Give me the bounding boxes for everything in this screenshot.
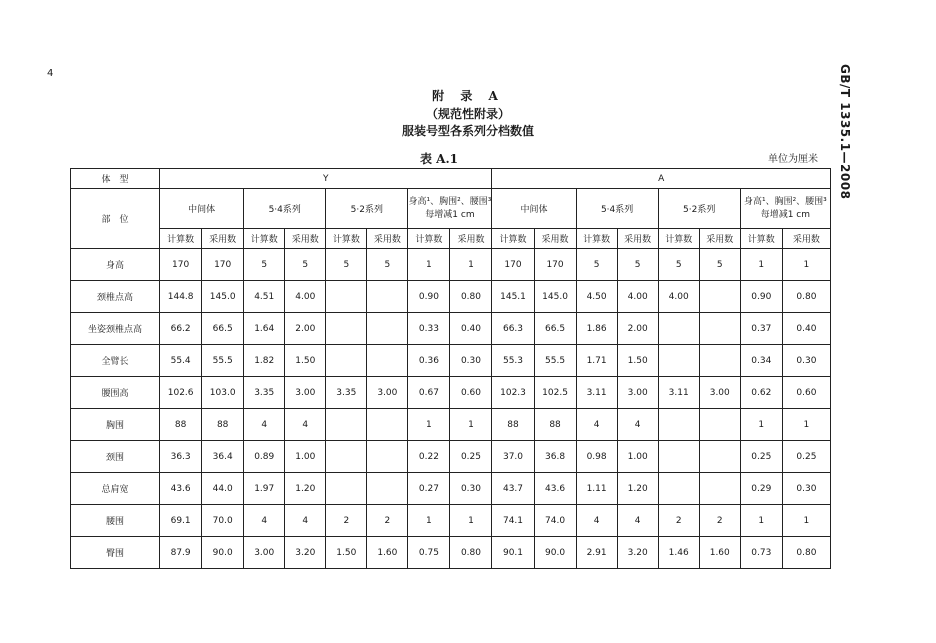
value-cell: 69.1	[160, 505, 202, 537]
part-name-cell: 坐姿颈椎点高	[71, 313, 160, 345]
subgroup-header: 5·4系列	[244, 189, 326, 229]
value-cell: 5	[367, 249, 408, 281]
value-cell: 1.11	[576, 473, 617, 505]
value-cell: 0.80	[782, 281, 830, 313]
table-row	[71, 313, 831, 345]
value-cell: 1	[740, 409, 782, 441]
value-cell	[326, 441, 367, 473]
value-cell: 1	[408, 505, 450, 537]
value-cell	[326, 281, 367, 313]
value-cell: 1.60	[367, 537, 408, 569]
value-cell: 4.00	[658, 281, 699, 313]
calc-header: 计算数	[408, 229, 450, 249]
value-cell: 102.3	[492, 377, 534, 409]
part-name-cell: 颈椎点高	[71, 281, 160, 313]
unit-note: 单位为厘米	[768, 154, 818, 165]
value-cell: 90.0	[534, 537, 576, 569]
value-cell: 2.91	[576, 537, 617, 569]
value-cell: 1	[450, 249, 492, 281]
value-cell: 0.30	[782, 345, 830, 377]
adopt-header: 采用数	[367, 229, 408, 249]
value-cell: 0.98	[576, 441, 617, 473]
value-cell: 1	[408, 249, 450, 281]
value-cell: 1.00	[285, 441, 326, 473]
value-cell: 44.0	[202, 473, 244, 505]
value-cell: 3.00	[285, 377, 326, 409]
value-cell: 87.9	[160, 537, 202, 569]
standard-code: GB/T 1335.1—2008	[838, 64, 852, 200]
value-cell: 1.60	[699, 537, 740, 569]
value-cell: 170	[202, 249, 244, 281]
value-cell: 66.3	[492, 313, 534, 345]
value-cell: 0.90	[740, 281, 782, 313]
value-cell: 2	[699, 505, 740, 537]
value-cell: 0.80	[450, 537, 492, 569]
value-cell: 2	[658, 505, 699, 537]
table-caption: 表 A.1	[420, 152, 459, 166]
part-name-cell: 腰围高	[71, 377, 160, 409]
value-cell: 90.0	[202, 537, 244, 569]
value-cell: 4.51	[244, 281, 285, 313]
value-cell: 3.11	[576, 377, 617, 409]
part-name-cell: 臀围	[71, 537, 160, 569]
value-cell: 170	[492, 249, 534, 281]
value-cell: 36.4	[202, 441, 244, 473]
value-cell	[658, 409, 699, 441]
value-cell	[658, 313, 699, 345]
value-cell: 102.6	[160, 377, 202, 409]
value-cell: 37.0	[492, 441, 534, 473]
value-cell	[699, 441, 740, 473]
value-cell: 1	[782, 505, 830, 537]
value-cell: 88	[160, 409, 202, 441]
value-cell: 5	[699, 249, 740, 281]
value-cell: 0.27	[408, 473, 450, 505]
part-label: 部 位	[71, 189, 160, 249]
value-cell: 36.3	[160, 441, 202, 473]
value-cell	[658, 441, 699, 473]
value-cell: 1.97	[244, 473, 285, 505]
value-cell: 2.00	[285, 313, 326, 345]
value-cell: 74.1	[492, 505, 534, 537]
value-cell: 1.00	[617, 441, 658, 473]
value-cell: 55.5	[534, 345, 576, 377]
calc-header: 计算数	[740, 229, 782, 249]
adopt-header: 采用数	[285, 229, 326, 249]
value-cell: 0.29	[740, 473, 782, 505]
subgroup-header: 身高¹、胸围²、腰围³每增减1 cm	[740, 189, 830, 229]
value-cell: 2	[367, 505, 408, 537]
value-cell: 1.50	[285, 345, 326, 377]
value-cell: 1.46	[658, 537, 699, 569]
value-cell: 1	[408, 409, 450, 441]
value-cell: 0.30	[450, 473, 492, 505]
appendix-subtitle: （规范性附录）	[425, 107, 510, 121]
table-row	[71, 249, 831, 281]
value-cell: 1	[782, 409, 830, 441]
value-cell: 90.1	[492, 537, 534, 569]
value-cell: 145.0	[534, 281, 576, 313]
value-cell: 66.2	[160, 313, 202, 345]
table-body	[71, 249, 831, 569]
value-cell: 0.90	[408, 281, 450, 313]
value-cell: 1.82	[244, 345, 285, 377]
value-cell	[699, 473, 740, 505]
value-cell: 0.60	[782, 377, 830, 409]
value-cell	[699, 281, 740, 313]
value-cell: 0.30	[450, 345, 492, 377]
value-cell: 55.5	[202, 345, 244, 377]
value-cell: 0.60	[450, 377, 492, 409]
part-name-cell: 腰围	[71, 505, 160, 537]
value-cell: 4.00	[617, 281, 658, 313]
adopt-header: 采用数	[202, 229, 244, 249]
value-cell: 144.8	[160, 281, 202, 313]
table-row	[71, 473, 831, 505]
subgroup-header: 5·2系列	[658, 189, 740, 229]
value-cell: 1	[740, 505, 782, 537]
value-cell	[326, 313, 367, 345]
value-cell: 0.33	[408, 313, 450, 345]
value-cell: 1.64	[244, 313, 285, 345]
value-cell	[658, 473, 699, 505]
header-row-groups	[71, 169, 831, 189]
value-cell	[367, 345, 408, 377]
value-cell: 1.71	[576, 345, 617, 377]
value-cell: 88	[492, 409, 534, 441]
value-cell	[367, 313, 408, 345]
value-cell: 170	[160, 249, 202, 281]
value-cell: 3.11	[658, 377, 699, 409]
value-cell: 145.0	[202, 281, 244, 313]
value-cell: 1	[740, 249, 782, 281]
calc-header: 计算数	[492, 229, 534, 249]
value-cell: 0.25	[450, 441, 492, 473]
value-cell: 1	[450, 409, 492, 441]
calc-header: 计算数	[658, 229, 699, 249]
value-cell: 4	[244, 409, 285, 441]
value-cell: 5	[617, 249, 658, 281]
value-cell: 1.50	[326, 537, 367, 569]
value-cell: 1.50	[617, 345, 658, 377]
value-cell: 4	[617, 409, 658, 441]
adopt-header: 采用数	[699, 229, 740, 249]
value-cell: 5	[576, 249, 617, 281]
part-name-cell: 总肩宽	[71, 473, 160, 505]
value-cell: 0.25	[740, 441, 782, 473]
value-cell: 1.86	[576, 313, 617, 345]
value-cell: 55.3	[492, 345, 534, 377]
value-cell: 2.00	[617, 313, 658, 345]
value-cell: 1	[782, 249, 830, 281]
header-row-calc-adopt	[71, 229, 831, 249]
value-cell: 4	[576, 409, 617, 441]
value-cell: 70.0	[202, 505, 244, 537]
subgroup-header: 5·4系列	[576, 189, 658, 229]
value-cell: 0.80	[450, 281, 492, 313]
group-header-a: A	[492, 169, 831, 189]
value-cell: 5	[658, 249, 699, 281]
adopt-header: 采用数	[534, 229, 576, 249]
value-cell	[367, 409, 408, 441]
calc-header: 计算数	[244, 229, 285, 249]
calc-header: 计算数	[576, 229, 617, 249]
appendix-heading: 服装号型各系列分档数值	[401, 124, 534, 138]
value-cell: 0.25	[782, 441, 830, 473]
adopt-header: 采用数	[617, 229, 658, 249]
value-cell: 0.73	[740, 537, 782, 569]
value-cell	[326, 409, 367, 441]
subgroup-header: 身高¹、胸围²、腰围³每增减1 cm	[408, 189, 492, 229]
value-cell: 3.00	[367, 377, 408, 409]
table-row	[71, 505, 831, 537]
value-cell: 4	[244, 505, 285, 537]
value-cell: 4	[576, 505, 617, 537]
value-cell: 3.00	[699, 377, 740, 409]
value-cell: 5	[326, 249, 367, 281]
value-cell: 1	[450, 505, 492, 537]
value-cell: 3.35	[326, 377, 367, 409]
value-cell	[367, 281, 408, 313]
value-cell: 36.8	[534, 441, 576, 473]
value-cell: 0.30	[782, 473, 830, 505]
appendix-title: 附 录 A	[432, 89, 504, 103]
calc-header: 计算数	[326, 229, 367, 249]
value-cell: 0.80	[782, 537, 830, 569]
subgroup-header: 5·2系列	[326, 189, 408, 229]
value-cell	[699, 313, 740, 345]
value-cell: 3.00	[617, 377, 658, 409]
calc-header: 计算数	[160, 229, 202, 249]
value-cell: 4.50	[576, 281, 617, 313]
value-cell: 145.1	[492, 281, 534, 313]
table-row	[71, 345, 831, 377]
value-cell: 103.0	[202, 377, 244, 409]
value-cell: 66.5	[534, 313, 576, 345]
part-name-cell: 身高	[71, 249, 160, 281]
value-cell: 4	[285, 409, 326, 441]
value-cell: 102.5	[534, 377, 576, 409]
value-cell: 0.62	[740, 377, 782, 409]
value-cell: 55.4	[160, 345, 202, 377]
value-cell: 0.37	[740, 313, 782, 345]
part-name-cell: 颈围	[71, 441, 160, 473]
group-header-y: Y	[160, 169, 492, 189]
subgroup-header: 中间体	[492, 189, 576, 229]
part-name-cell: 胸围	[71, 409, 160, 441]
value-cell: 0.22	[408, 441, 450, 473]
value-cell	[326, 345, 367, 377]
page-number: 4	[47, 68, 54, 79]
table-row	[71, 537, 831, 569]
value-cell: 66.5	[202, 313, 244, 345]
value-cell: 3.35	[244, 377, 285, 409]
table-row	[71, 409, 831, 441]
value-cell: 0.34	[740, 345, 782, 377]
body-type-label: 体 型	[71, 169, 160, 189]
value-cell: 3.20	[285, 537, 326, 569]
value-cell: 4.00	[285, 281, 326, 313]
value-cell	[699, 345, 740, 377]
table-row	[71, 377, 831, 409]
value-cell: 43.6	[160, 473, 202, 505]
value-cell: 3.00	[244, 537, 285, 569]
value-cell: 3.20	[617, 537, 658, 569]
adopt-header: 采用数	[782, 229, 830, 249]
value-cell	[658, 345, 699, 377]
value-cell: 43.6	[534, 473, 576, 505]
header-row-subgroups	[71, 189, 831, 229]
value-cell: 1.20	[617, 473, 658, 505]
value-cell: 0.67	[408, 377, 450, 409]
value-cell: 0.36	[408, 345, 450, 377]
value-cell: 2	[326, 505, 367, 537]
value-cell: 74.0	[534, 505, 576, 537]
table-row	[71, 441, 831, 473]
value-cell: 88	[202, 409, 244, 441]
value-cell: 5	[285, 249, 326, 281]
part-name-cell: 全臂长	[71, 345, 160, 377]
value-cell: 1.20	[285, 473, 326, 505]
value-cell	[367, 473, 408, 505]
value-cell: 43.7	[492, 473, 534, 505]
value-cell: 0.89	[244, 441, 285, 473]
value-cell	[699, 409, 740, 441]
adopt-header: 采用数	[450, 229, 492, 249]
subgroup-header: 中间体	[160, 189, 244, 229]
value-cell: 170	[534, 249, 576, 281]
table-row	[71, 281, 831, 313]
value-cell: 0.40	[450, 313, 492, 345]
value-cell: 4	[617, 505, 658, 537]
size-grading-table	[70, 168, 831, 569]
value-cell: 4	[285, 505, 326, 537]
value-cell: 0.75	[408, 537, 450, 569]
value-cell	[326, 473, 367, 505]
value-cell	[367, 441, 408, 473]
value-cell: 0.40	[782, 313, 830, 345]
value-cell: 5	[244, 249, 285, 281]
value-cell: 88	[534, 409, 576, 441]
